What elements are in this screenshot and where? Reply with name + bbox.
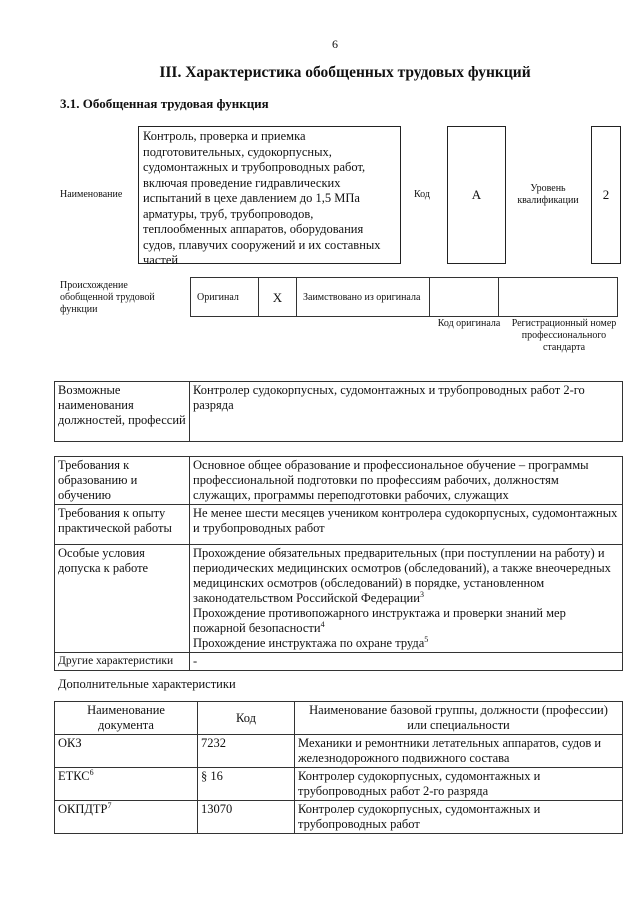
req-value: Основное общее образование и профессиональное обучение – программы профессиональной подготовки по профессиям рабочих, должностям служащих, программы переподготовки рабочих, служащих	[190, 457, 623, 505]
origin-label: Происхождение обобщенной трудовой функции	[60, 280, 155, 315]
function-name-value: Контроль, проверка и приемка подготовительных, судокорпусных, судомонтажных и трубопроводных работ, включая проведение гидравлических испытаний в цехе давлением до 1,5 МПа арматуры, труб, трубопроводов, теплообменных аппаратов, оборудования судов, плавучих сооружений и их составных частей	[138, 126, 401, 264]
req-label: Требования к образованию и обучению	[55, 457, 190, 505]
req-value: -	[190, 653, 623, 671]
subsection-title: 3.1. Обобщенная трудовая функция	[60, 96, 269, 111]
additional-title: Дополнительные характеристики	[58, 677, 236, 691]
original-code-cell	[430, 278, 499, 317]
requirements-table	[54, 456, 623, 671]
positions-table	[54, 381, 623, 442]
positions-value: Контролер судокорпусных, судомонтажных и трубопроводных работ 2-го разряда	[190, 382, 623, 442]
req-value: Не менее шести месяцев учеником контролера судокорпусных, судомонтажных и трубопроводных работ	[190, 505, 623, 545]
positions-label: Возможные наименования должностей, профессий	[55, 382, 190, 442]
col-header: Наименование базовой группы, должности (профессии) или специальности	[295, 702, 623, 735]
page-number: 6	[332, 37, 338, 51]
code-label: Код	[414, 189, 430, 200]
req-value-special: Прохождение обязательных предварительных (при поступлении на работу) и периодических медицинских осмотров (обследований), а также внеочередных медицинских осмотров (обследований) в порядке, установленном законодательством Российской Федерации$^3$ Прохождение противопожарного инструктажа и проверки знаний мер пожарной безопасности$^4$ Прохождение инструктажа по охране труда$^5$	[190, 545, 623, 653]
req-label: Другие характеристики	[55, 653, 190, 671]
col-header: Наименование документа	[55, 702, 198, 735]
original-label: Оригинал	[191, 278, 259, 317]
table-row: ОКЗ 7232 Механики и ремонтники летательных аппаратов, судов и железнодорожного подвижного состава	[55, 735, 623, 768]
borrowed-label: Заимствовано из оригинала	[297, 278, 430, 317]
additional-table	[54, 701, 623, 834]
name-label: Наименование	[60, 189, 123, 200]
section-title: III. Характеристика обобщенных трудовых функций	[159, 64, 531, 81]
level-value: 2	[591, 126, 621, 264]
level-label: Уровень квалификации	[517, 183, 579, 206]
reg-number-cell	[499, 278, 618, 317]
origin-table	[190, 277, 618, 317]
req-label: Требования к опыту практической работы	[55, 505, 190, 545]
code-caption: Код оригинала	[437, 318, 501, 329]
table-row: ЕТКС$^6$ § 16 Контролер судокорпусных, судомонтажных и трубопроводных работ 2-го разряда	[55, 768, 623, 801]
table-row: ОКПДТР$^7$ 13070 Контролер судокорпусных, судомонтажных и трубопроводных работ	[55, 801, 623, 834]
reg-caption: Регистрационный номер профессионального стандарта	[511, 318, 617, 353]
col-header: Код	[198, 702, 295, 735]
req-label: Особые условия допуска к работе	[55, 545, 190, 653]
original-mark: X	[259, 278, 297, 317]
function-code-value: A	[447, 126, 506, 264]
